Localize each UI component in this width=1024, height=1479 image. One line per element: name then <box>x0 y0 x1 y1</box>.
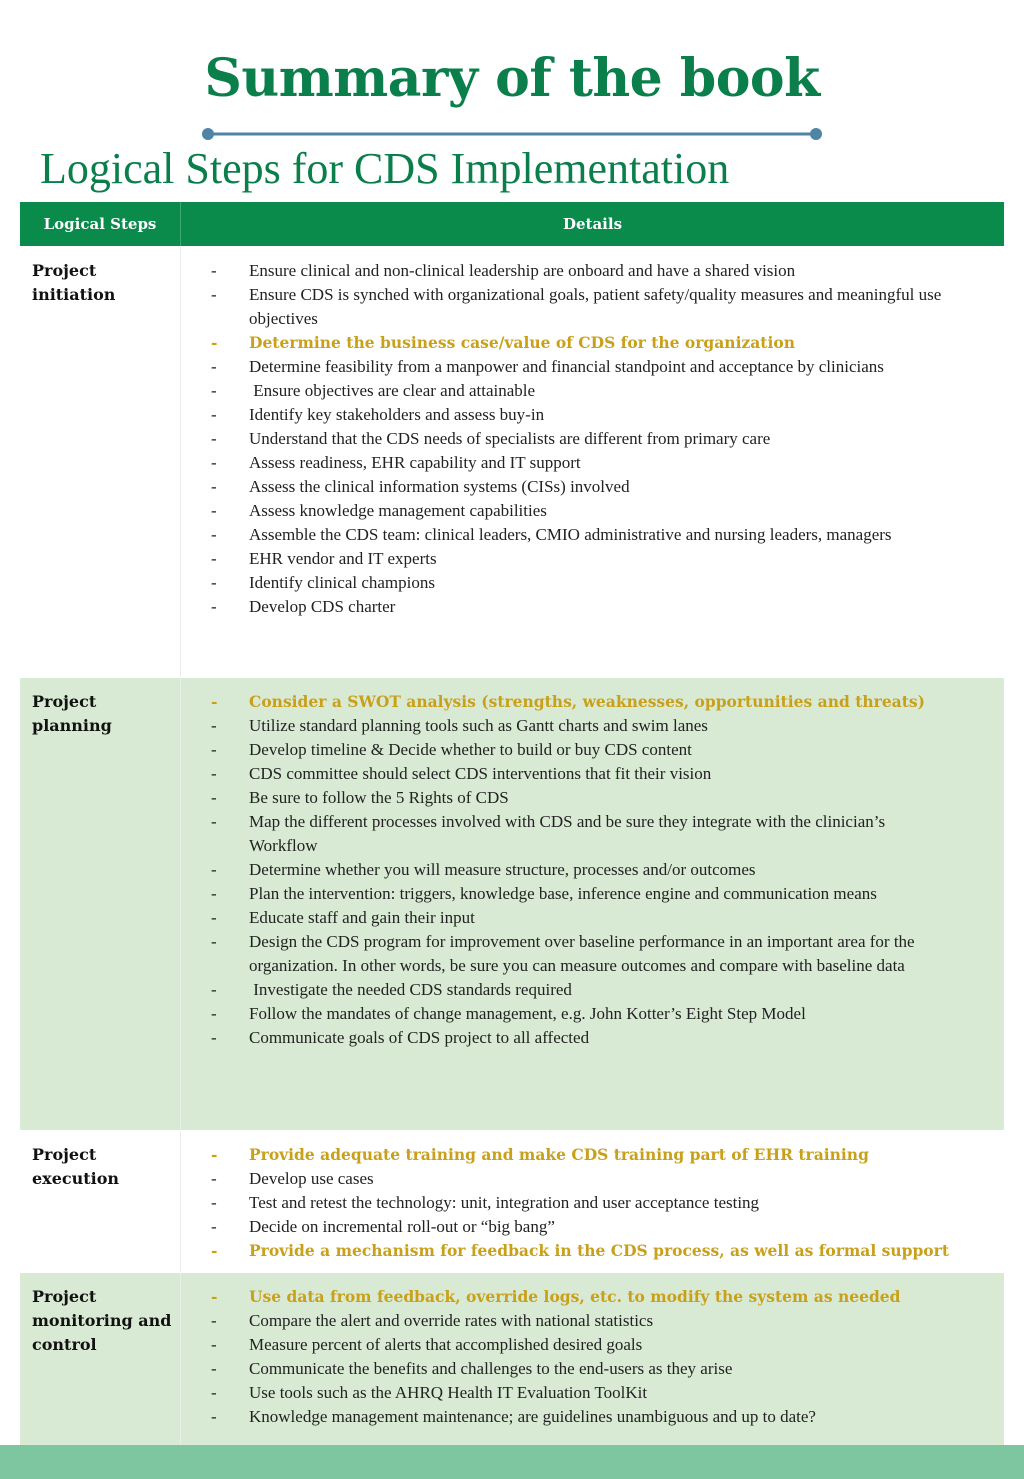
list-item <box>181 1309 984 1333</box>
list-item-text: Develop timeline & Decide whether to build or buy CDS content <box>249 740 692 759</box>
step-name: Project planning <box>20 678 181 1130</box>
bullet-dash: - <box>211 1217 217 1236</box>
step-details <box>181 1131 1004 1272</box>
list-item <box>181 283 984 331</box>
list-item-text: EHR vendor and IT experts <box>249 549 437 568</box>
bullet-dash: - <box>211 501 217 520</box>
bullet-dash: - <box>211 573 217 592</box>
step-name: Project execution <box>20 1131 181 1272</box>
bullet-dash: - <box>211 1407 217 1426</box>
list-item-text: Communicate the benefits and challenges to the end-users as they arise <box>249 1359 733 1378</box>
bullet-dash: - <box>211 405 217 424</box>
bullet-dash: - <box>211 549 217 568</box>
table-row <box>20 1130 1004 1272</box>
list-item-text: Compare the alert and override rates with national statistics <box>249 1311 654 1330</box>
bullet-dash: - <box>211 716 217 735</box>
step-details <box>181 1273 1004 1447</box>
bullet-dash: - <box>211 1335 217 1354</box>
list-item <box>181 930 984 978</box>
list-item-text: Assess knowledge management capabilities <box>249 501 547 520</box>
details-list <box>181 247 1004 627</box>
list-item-text: Develop use cases <box>249 1169 374 1188</box>
step-details <box>181 247 1004 677</box>
list-item <box>181 978 984 1002</box>
bullet-dash: - <box>211 1193 217 1212</box>
header-logical-steps: Logical Steps <box>20 202 181 246</box>
bullet-dash: - <box>211 1287 218 1306</box>
list-item <box>181 1357 984 1381</box>
list-item-text: Use data from feedback, override logs, etc. to modify the system as needed <box>249 1287 901 1306</box>
list-item <box>181 355 984 379</box>
list-item-text: Communicate goals of CDS project to all affected <box>249 1028 590 1047</box>
list-item <box>181 1002 984 1026</box>
list-item-text: Assess the clinical information systems (CISs) involved <box>249 477 630 496</box>
bullet-dash: - <box>211 357 217 376</box>
list-item <box>181 259 984 283</box>
bullet-dash: - <box>211 740 217 759</box>
list-item <box>181 451 984 475</box>
list-item <box>181 427 984 451</box>
list-item-text: Determine whether you will measure structure, processes and/or outcomes <box>249 860 756 879</box>
bullet-dash: - <box>211 1145 218 1164</box>
table-header <box>20 202 1004 246</box>
list-item <box>181 1026 984 1050</box>
details-list <box>181 678 1004 1058</box>
table-row <box>20 1272 1004 1447</box>
table-body <box>20 246 1004 1447</box>
divider-dot-left <box>202 128 214 140</box>
bullet-dash: - <box>211 812 217 831</box>
list-item-highlighted <box>181 1143 984 1167</box>
bullet-dash: - <box>211 453 217 472</box>
bullet-dash: - <box>211 261 217 280</box>
list-item <box>181 379 984 403</box>
list-item <box>181 1405 984 1429</box>
list-item-text: Measure percent of alerts that accomplished desired goals <box>249 1335 643 1354</box>
bullet-dash: - <box>211 908 217 927</box>
list-item <box>181 547 984 571</box>
list-item <box>181 499 984 523</box>
list-item-text: Consider a SWOT analysis (strengths, weaknesses, opportunities and threats) <box>249 692 925 711</box>
list-item-text: Knowledge management maintenance; are guidelines unambiguous and up to date? <box>249 1407 816 1426</box>
list-item-text: Plan the intervention: triggers, knowledge base, inference engine and communication means <box>249 884 877 903</box>
list-item-text: Ensure clinical and non-clinical leadership are onboard and have a shared vision <box>249 261 796 280</box>
bullet-dash: - <box>211 1359 217 1378</box>
list-item <box>181 595 984 619</box>
details-list <box>181 1131 1004 1271</box>
bullet-dash: - <box>211 1169 217 1188</box>
step-name: Project initiation <box>20 247 181 677</box>
list-item-text: Provide adequate training and make CDS training part of EHR training <box>249 1145 869 1164</box>
bullet-dash: - <box>211 285 217 304</box>
list-item-text: Follow the mandates of change management, e.g. John Kotter’s Eight Step Model <box>249 1004 806 1023</box>
header-details: Details <box>562 215 623 233</box>
bullet-dash: - <box>211 980 217 999</box>
list-item-highlighted <box>181 690 984 714</box>
table-row <box>20 677 1004 1130</box>
list-item-text: Identify key stakeholders and assess buy-in <box>249 405 545 424</box>
list-item-text: CDS committee should select CDS interventions that fit their vision <box>249 764 712 783</box>
bullet-dash: - <box>211 597 217 616</box>
list-item-text: Utilize standard planning tools such as Gantt charts and swim lanes <box>249 716 708 735</box>
bullet-dash: - <box>211 1383 217 1402</box>
bullet-dash: - <box>211 381 217 400</box>
bullet-dash: - <box>211 525 217 544</box>
details-list <box>181 1273 1004 1437</box>
list-item <box>181 1191 984 1215</box>
bullet-dash: - <box>211 764 217 783</box>
list-item <box>181 523 984 547</box>
bullet-dash: - <box>211 788 217 807</box>
footer-bar <box>0 1445 1024 1479</box>
list-item <box>181 571 984 595</box>
list-item <box>181 762 984 786</box>
list-item-text: Test and retest the technology: unit, integration and user acceptance testing <box>249 1193 760 1212</box>
list-item-text: Determine the business case/value of CDS for the organization <box>249 333 795 352</box>
list-item-text: Develop CDS charter <box>249 597 396 616</box>
list-item-highlighted <box>181 331 984 355</box>
page-subtitle: Logical Steps for CDS Implementation <box>40 144 730 193</box>
list-item-text: Determine feasibility from a manpower and financial standpoint and acceptance by clinicians <box>249 357 884 376</box>
list-item-highlighted <box>181 1239 984 1263</box>
list-item <box>181 1333 984 1357</box>
list-item-text: Assemble the CDS team: clinical leaders, CMIO administrative and nursing leaders, managers <box>249 525 892 544</box>
divider-dot-right <box>810 128 822 140</box>
bullet-dash: - <box>211 429 217 448</box>
bullet-dash: - <box>211 1311 217 1330</box>
list-item <box>181 1381 984 1405</box>
step-name: Project monitoring and control <box>20 1273 181 1447</box>
list-item-text: Decide on incremental roll-out or “big bang” <box>249 1217 555 1236</box>
step-details <box>181 678 1004 1130</box>
list-item <box>181 475 984 499</box>
list-item-highlighted <box>181 1285 984 1309</box>
bullet-dash: - <box>211 932 217 951</box>
list-item <box>181 1215 984 1239</box>
list-item-text: Educate staff and gain their input <box>249 908 475 927</box>
list-item <box>181 786 984 810</box>
list-item <box>181 1167 984 1191</box>
bullet-dash: - <box>211 884 217 903</box>
list-item-text: Assess readiness, EHR capability and IT support <box>249 453 581 472</box>
list-item <box>181 738 984 762</box>
bullet-dash: - <box>211 692 218 711</box>
list-item <box>181 906 984 930</box>
list-item-text: Map the different processes involved with CDS and be sure they integrate with the clinician’s Workflow <box>249 812 886 855</box>
bullet-dash: - <box>211 1004 217 1023</box>
bullet-dash: - <box>211 860 217 879</box>
list-item <box>181 858 984 882</box>
list-item-text: Ensure CDS is synched with organizational goals, patient safety/quality measures and meaningful use objectives <box>249 285 946 328</box>
table-row <box>20 246 1004 677</box>
list-item-text: Identify clinical champions <box>249 573 435 592</box>
list-item <box>181 882 984 906</box>
list-item-text: Use tools such as the AHRQ Health IT Evaluation ToolKit <box>249 1383 648 1402</box>
bullet-dash: - <box>211 333 218 352</box>
bullet-dash: - <box>211 1241 218 1260</box>
list-item-text: Understand that the CDS needs of specialists are different from primary care <box>249 429 771 448</box>
page-title: Summary of the book <box>204 48 820 109</box>
list-item-text: Investigate the needed CDS standards required <box>249 980 572 999</box>
list-item <box>181 714 984 738</box>
list-item <box>181 403 984 427</box>
list-item-text: Be sure to follow the 5 Rights of CDS <box>249 788 509 807</box>
list-item <box>181 810 984 858</box>
cds-steps-table <box>20 202 1004 1447</box>
bullet-dash: - <box>211 1028 217 1047</box>
list-item-text: Provide a mechanism for feedback in the CDS process, as well as formal support <box>249 1241 949 1260</box>
list-item-text: Ensure objectives are clear and attainable <box>249 381 536 400</box>
bullet-dash: - <box>211 477 217 496</box>
list-item-text: Design the CDS program for improvement over baseline performance in an important area for the organization. In other words, be sure you can measure outcomes and compare with baseline data <box>249 932 919 975</box>
